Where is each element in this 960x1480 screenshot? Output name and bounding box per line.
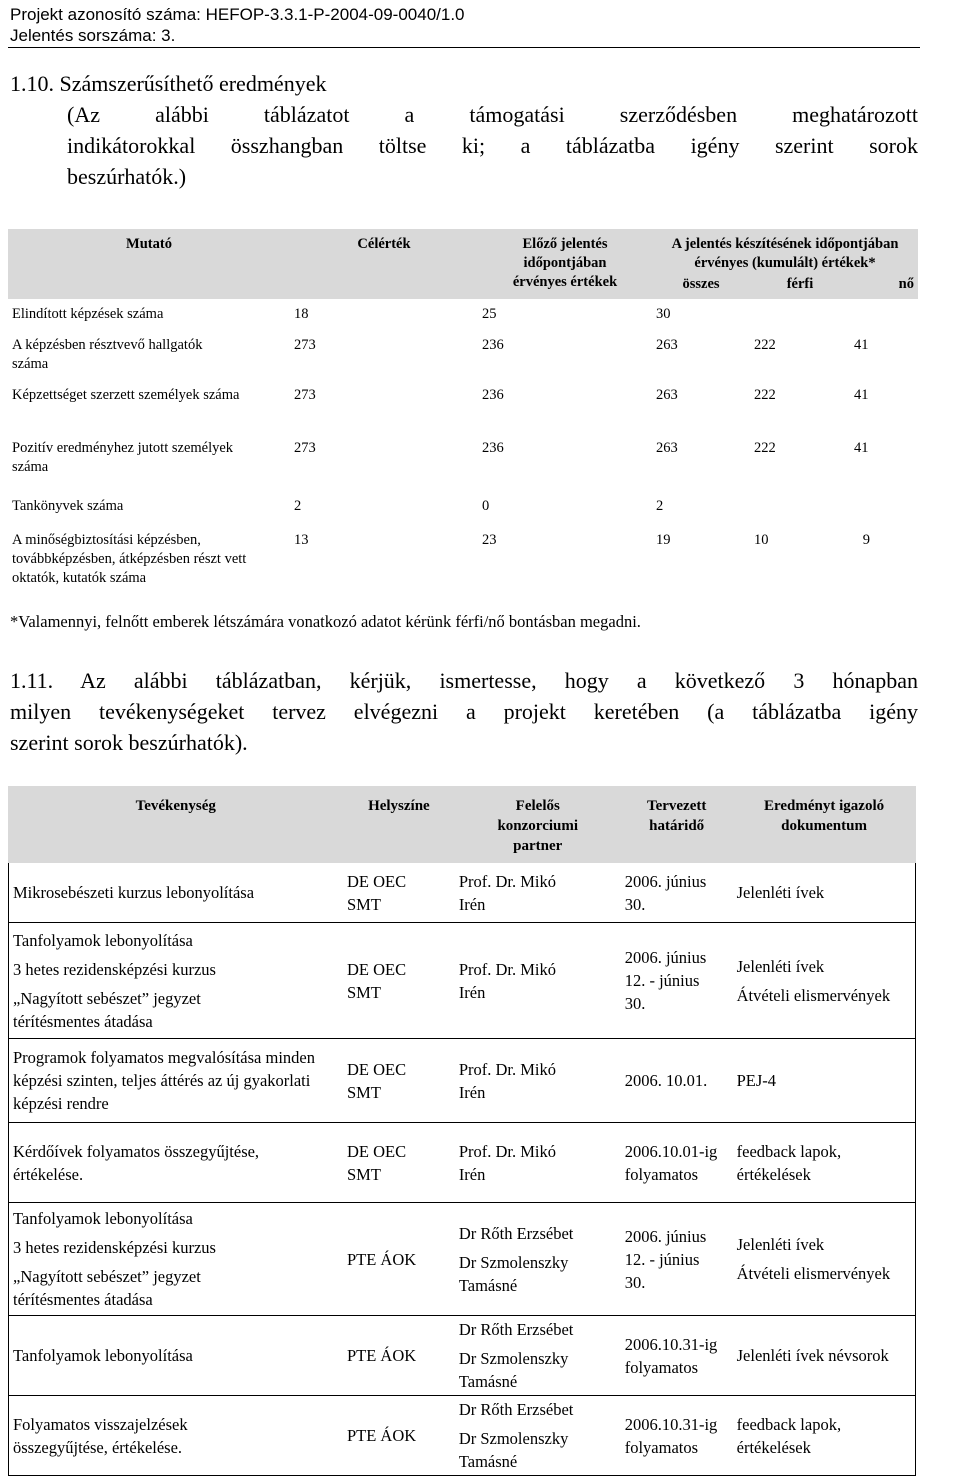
location-cell: DE OEC SMT: [343, 863, 455, 923]
total-value: 263: [656, 440, 678, 456]
table-row: [9, 1203, 916, 1316]
deadline-cell: 2006. június 30.: [621, 863, 733, 923]
target-value: 13: [294, 532, 309, 548]
location-cell: PTE ÁOK: [343, 1396, 455, 1476]
activity-line: 3 hetes rezidensképzési kurzus: [13, 959, 216, 979]
section-title: 1.10. Számszerűsíthető eredmények: [10, 71, 327, 96]
document-cell: [733, 1123, 916, 1203]
activity-line: Programok folyamatos megvalósítása minden képzési szinten, teljes áttérés az új gyakorlati képzési rendre: [13, 1048, 315, 1113]
document-line: Átvételi elismervények: [736, 985, 891, 1005]
col-indicator: Mutató: [126, 236, 172, 252]
section-text-line: indikátorokkal összhangban töltse ki; a táblázatba igény szerint sorok: [67, 133, 918, 158]
location-cell: DE OEC SMT: [343, 1039, 455, 1123]
project-id: Projekt azonosító száma: HEFOP-3.3.1-P-2004-09-0040/1.0: [10, 5, 465, 24]
indicator-label: Elindított képzések száma: [12, 306, 164, 322]
female-value: [850, 299, 918, 331]
target-value: 18: [294, 306, 309, 322]
col-partner: Felelős konzorciumi partner: [455, 787, 621, 863]
table-row: [9, 1039, 916, 1123]
male-value: [750, 299, 850, 331]
table-row: [8, 435, 918, 491]
col-deadline: Tervezett határidő: [621, 787, 733, 863]
indicator-label: Pozitív eredményhez jutott személyek száma: [12, 440, 234, 475]
results-header-row: [8, 229, 918, 275]
total-value: 2: [656, 498, 664, 514]
location-cell: PTE ÁOK: [343, 1316, 455, 1396]
table-row: [9, 923, 916, 1039]
total-value: 19: [656, 532, 671, 548]
male-value: 222: [754, 337, 776, 353]
total-value: 30: [656, 306, 671, 322]
col-male: férfi: [786, 276, 814, 292]
activity-cell: [9, 1039, 343, 1123]
section-1-10: [10, 68, 918, 192]
activity-line: Kérdőívek folyamatos összegyűjtése, értékelése.: [13, 1141, 260, 1184]
table-row: [9, 1123, 916, 1203]
partner-line: Prof. Dr. Mikó Irén: [458, 871, 556, 914]
location-cell: PTE ÁOK: [343, 1203, 455, 1316]
male-value: [750, 491, 850, 523]
col-document: Eredményt igazoló dokumentum: [733, 787, 916, 863]
table-row: [8, 299, 918, 331]
partner-line: Dr Szmolenszky Tamásné: [458, 1429, 569, 1471]
document-cell: [733, 1039, 916, 1123]
partner-line: Dr Rőth Erzsébet: [458, 1400, 574, 1419]
table-row: [8, 383, 918, 435]
activity-cell: [9, 1203, 343, 1316]
table-footnote: *Valamennyi, felnőtt emberek létszámára vonatkozó adatot kérünk férfi/nő bontásban megadni.: [10, 612, 641, 631]
activities-header-row: [9, 787, 916, 863]
table-row: [9, 863, 916, 923]
document-line: Jelenléti ívek névsorok: [736, 1346, 889, 1365]
section-text-line: (Az alábbi táblázatot a támogatási szerződésben meghatározott: [67, 102, 918, 127]
male-value: 222: [754, 440, 776, 456]
location-cell: DE OEC SMT: [343, 923, 455, 1039]
previous-value: 236: [482, 337, 504, 353]
section-text-line: beszúrhatók.): [67, 164, 187, 189]
activity-cell: [9, 1396, 343, 1476]
col-activity: Tevékenység: [9, 787, 343, 863]
previous-value: 25: [482, 306, 497, 322]
document-cell: [733, 1396, 916, 1476]
partner-cell: [455, 1039, 621, 1123]
partner-cell: [455, 1316, 621, 1396]
col-female: nő: [898, 276, 914, 292]
total-value: 263: [656, 337, 678, 353]
total-value: 263: [656, 387, 678, 403]
header-divider: [8, 47, 920, 48]
partner-line: Dr Szmolenszky Tamásné: [458, 1252, 569, 1295]
document-cell: [733, 923, 916, 1039]
indicator-label: Képzettséget szerzett személyek száma: [12, 387, 240, 403]
deadline-cell: 2006. június 12. - június 30.: [621, 1203, 733, 1316]
col-target: Célérték: [357, 236, 411, 252]
table-row: [8, 523, 918, 595]
female-value: 41: [854, 387, 869, 403]
activity-cell: [9, 863, 343, 923]
partner-line: Dr Szmolenszky Tamásné: [458, 1349, 569, 1391]
female-value: 41: [854, 337, 869, 353]
previous-value: 0: [482, 498, 490, 514]
partner-line: Dr Rőth Erzsébet: [458, 1320, 574, 1339]
document-cell: [733, 1203, 916, 1316]
activities-table: [8, 786, 916, 1476]
female-value: 9: [862, 532, 870, 548]
document-line: Átvételi elismervények: [736, 1264, 891, 1283]
male-value: 222: [754, 387, 776, 403]
activity-line: „Nagyított sebészet” jegyzet térítésmentes átadása: [13, 1267, 201, 1309]
page-header: [10, 4, 465, 46]
section-1-11: [10, 665, 918, 758]
indicator-label: A képzésben résztvevő hallgatók száma: [12, 337, 203, 372]
previous-value: 23: [482, 532, 497, 548]
table-row: [9, 1316, 916, 1396]
target-value: 273: [294, 337, 316, 353]
activity-line: Tanfolyamok lebonyolítása: [13, 930, 193, 950]
partner-line: Dr Rőth Erzsébet: [458, 1223, 574, 1243]
document-line: feedback lapok, értékelések: [736, 1414, 842, 1457]
partner-cell: [455, 1396, 621, 1476]
section-text-line: 1.11. Az alábbi táblázatban, kérjük, ismertesse, hogy a következő 3 hónapban: [10, 668, 918, 693]
deadline-cell: 2006.10.01-ig folyamatos: [621, 1123, 733, 1203]
target-value: 273: [294, 387, 316, 403]
col-location: Helyszíne: [343, 787, 455, 863]
document-line: Jelenléti ívek: [736, 883, 825, 902]
document-line: Jelenléti ívek: [736, 1235, 825, 1254]
partner-cell: [455, 923, 621, 1039]
document-line: feedback lapok, értékelések: [736, 1141, 842, 1184]
document-cell: [733, 1316, 916, 1396]
activity-line: 3 hetes rezidensképzési kurzus: [13, 1238, 216, 1257]
activity-cell: [9, 1316, 343, 1396]
activity-line: Tanfolyamok lebonyolítása: [13, 1346, 193, 1365]
col-current: A jelentés készítésének időpontjában érvényes (kumulált) értékek*: [671, 236, 899, 271]
document-line: Jelenléti ívek: [736, 956, 825, 976]
section-text-line: szerint sorok beszúrhatók).: [10, 730, 248, 755]
report-number: Jelentés sorszáma: 3.: [10, 26, 176, 45]
partner-line: Prof. Dr. Mikó Irén: [458, 959, 556, 1002]
partner-cell: [455, 1123, 621, 1203]
female-value: 41: [854, 440, 869, 456]
section-text-line: milyen tevékenységeket tervez elvégezni a projekt keretében (a táblázatba igény: [10, 699, 918, 724]
indicator-label: Tankönyvek száma: [12, 498, 124, 514]
female-value: [850, 491, 918, 523]
partner-line: Prof. Dr. Mikó Irén: [458, 1059, 556, 1102]
previous-value: 236: [482, 387, 504, 403]
deadline-cell: 2006.10.31-ig folyamatos: [621, 1396, 733, 1476]
activity-cell: [9, 1123, 343, 1203]
target-value: 273: [294, 440, 316, 456]
activity-line: Folyamatos visszajelzések összegyűjtése, értékelése.: [13, 1414, 188, 1457]
partner-cell: [455, 1203, 621, 1316]
table-row: [8, 331, 918, 383]
partner-cell: [455, 863, 621, 923]
previous-value: 236: [482, 440, 504, 456]
deadline-cell: 2006.10.31-ig folyamatos: [621, 1316, 733, 1396]
activity-line: Tanfolyamok lebonyolítása: [13, 1209, 193, 1228]
deadline-cell: 2006. 10.01.: [621, 1039, 733, 1123]
activity-line: Mikrosebészeti kurzus lebonyolítása: [13, 883, 255, 902]
location-cell: DE OEC SMT: [343, 1123, 455, 1203]
document-line: PEJ-4: [736, 1071, 777, 1090]
target-value: 2: [294, 498, 302, 514]
col-total: összes: [682, 276, 720, 292]
partner-line: Prof. Dr. Mikó Irén: [458, 1141, 556, 1184]
activity-line: „Nagyított sebészet” jegyzet térítésmentes átadása: [13, 988, 201, 1031]
table-row: [8, 491, 918, 523]
deadline-cell: 2006. június 12. - június 30.: [621, 923, 733, 1039]
col-previous: Előző jelentés időpontjában érvényes értékek: [512, 236, 618, 290]
results-table: [8, 229, 918, 595]
male-value: 10: [754, 532, 769, 548]
indicator-label: A minőségbiztosítási képzésben, továbbképzésben, átképzésben részt vett oktatók, kutatók száma: [12, 532, 247, 586]
document-cell: [733, 863, 916, 923]
activity-cell: [9, 923, 343, 1039]
table-row: [9, 1396, 916, 1476]
